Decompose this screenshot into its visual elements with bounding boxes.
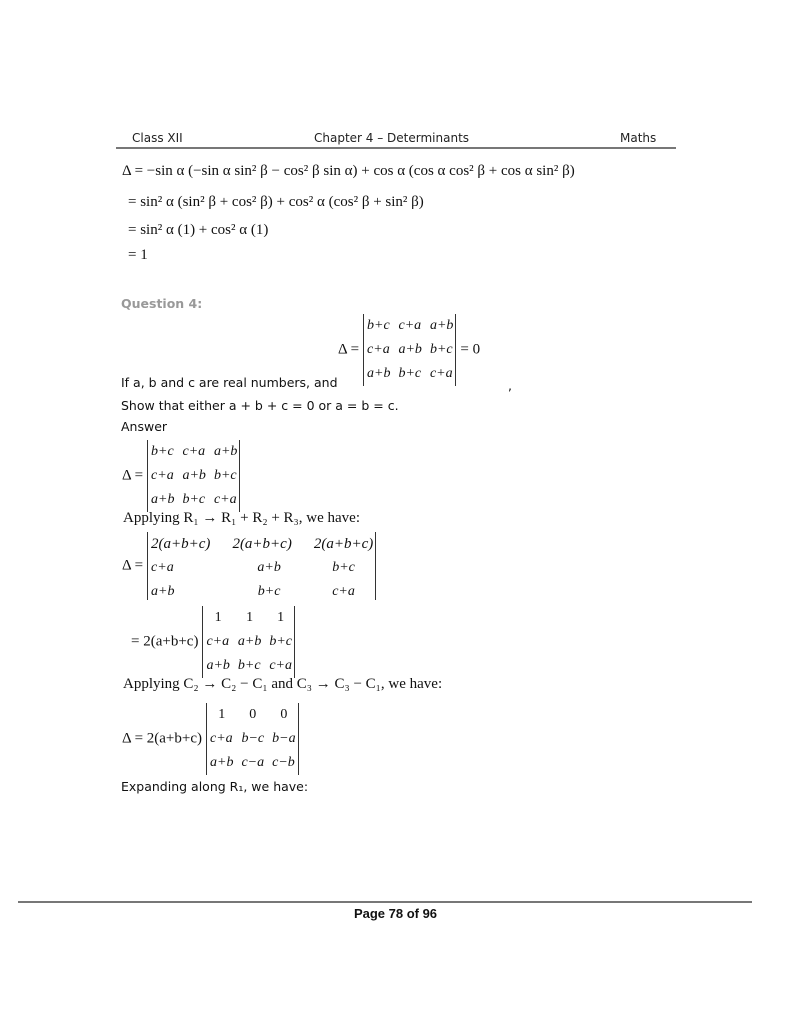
delta-label: Δ = bbox=[122, 557, 144, 574]
header-rule bbox=[116, 147, 676, 149]
matrix: 1 1 1 c+a a+b b+c a+b b+c c+a bbox=[202, 606, 295, 678]
factor-label: = 2(a+b+c) bbox=[131, 633, 199, 650]
factor-label: Δ = 2(a+b+c) bbox=[122, 730, 203, 747]
delta-label: Δ = bbox=[122, 467, 144, 484]
header-chapter: Chapter 4 – Determinants bbox=[314, 131, 470, 145]
derivation-line-1: Δ = −sin α (−sin α sin² β − cos² β sin α) + cos α (cos α cos² β + cos α sin² β) bbox=[122, 163, 575, 179]
step-1-text: Applying R₁ → R₁ + R₂ + R₃, we have: bbox=[123, 510, 360, 526]
question-show: Show that either a + b + c = 0 or a = b = c. bbox=[121, 398, 399, 413]
expanding-text: Expanding along R₁, we have: bbox=[121, 779, 309, 794]
answer-determinant-4 bbox=[122, 703, 299, 775]
question-determinant bbox=[338, 314, 480, 386]
derivation-line-3: = sin² α (1) + cos² α (1) bbox=[128, 222, 269, 238]
header-subject: Maths bbox=[620, 131, 657, 145]
question-prefix: If a, b and c are real numbers, and bbox=[121, 375, 338, 390]
header-class: Class XII bbox=[132, 131, 183, 145]
delta-label: Δ = bbox=[338, 341, 360, 358]
matrix: b+c c+a a+b c+a a+b b+c a+b b+c c+a bbox=[147, 440, 240, 512]
question-title: Question 4: bbox=[121, 296, 203, 311]
equals-zero: = 0 bbox=[460, 341, 481, 358]
matrix: 1 0 0 c+a b−c b−a a+b c−a c−b bbox=[206, 703, 299, 775]
answer-determinant-1 bbox=[122, 440, 240, 512]
answer-determinant-3 bbox=[131, 606, 295, 678]
matrix: 2(a+b+c) 2(a+b+c) 2(a+b+c) c+a a+b b+c a+b b+c c+a bbox=[147, 532, 376, 600]
question-comma: , bbox=[508, 378, 512, 393]
matrix: b+c c+a a+b c+a a+b b+c a+b b+c c+a bbox=[363, 314, 456, 386]
footer-rule bbox=[18, 901, 752, 903]
derivation-line-4: = 1 bbox=[128, 247, 148, 263]
answer-label: Answer bbox=[121, 419, 168, 434]
derivation-line-2: = sin² α (sin² β + cos² β) + cos² α (cos² β + sin² β) bbox=[128, 194, 424, 210]
answer-determinant-2 bbox=[122, 532, 376, 600]
page-number: Page 78 of 96 bbox=[353, 906, 438, 921]
step-2-text: Applying C₂ → C₂ − C₁ and C₃ → C₃ − C₁, we have: bbox=[123, 676, 443, 692]
